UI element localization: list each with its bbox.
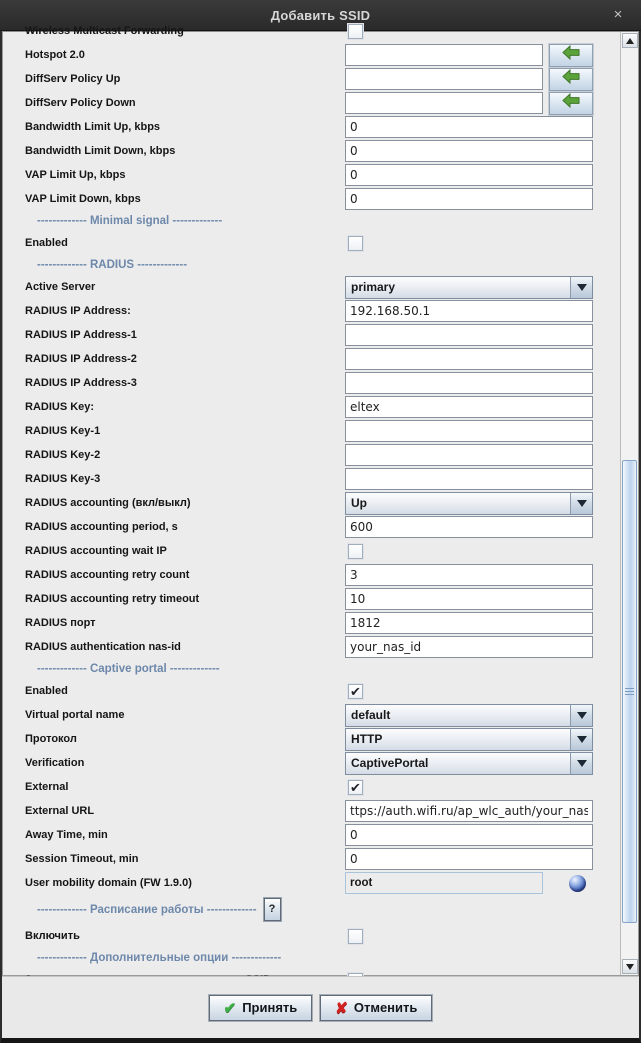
scroll-up-button[interactable]	[622, 33, 638, 48]
section-header-label: ------------- Расписание работы -------------	[37, 903, 257, 916]
field-label: RADIUS Key-2	[25, 449, 101, 461]
down-triangle-icon	[626, 964, 634, 970]
field-label: RADIUS IP Address-3	[25, 377, 137, 389]
text-field-radius-ip-address-1[interactable]	[345, 324, 593, 346]
chevron-down-icon	[577, 736, 587, 743]
form-row-radius-accounting-retry-count	[3, 563, 619, 587]
field-label: RADIUS IP Address-2	[25, 353, 137, 365]
text-field-radius-порт[interactable]	[345, 612, 593, 634]
field-label: RADIUS accounting retry count	[25, 569, 190, 581]
form-row-radius-порт	[3, 611, 619, 635]
dropdown-arrow-button[interactable]	[570, 705, 592, 726]
form-row-radius-ip-address-2	[3, 347, 619, 371]
section-header-расписание-работы	[3, 895, 619, 924]
apply-arrow-button[interactable]	[549, 68, 593, 91]
text-field-diffserv-policy-down[interactable]	[345, 92, 543, 114]
form-row-radius-ip-address-1	[3, 323, 619, 347]
text-field-away-time-min[interactable]	[345, 824, 593, 846]
field-label: Bandwidth Limit Down, kbps	[25, 145, 176, 157]
section-header-label: ------------- RADIUS -------------	[37, 259, 188, 271]
dropdown-active-server[interactable]	[345, 276, 593, 299]
field-label: Hotspot 2.0	[25, 49, 85, 61]
text-field-radius-key-2[interactable]	[345, 444, 593, 466]
form-row-away-time-min	[3, 823, 619, 847]
field-label: Virtual portal name	[25, 709, 125, 721]
field-label: User mobility domain (FW 1.9.0)	[25, 877, 192, 889]
dropdown-arrow-button[interactable]	[570, 493, 592, 514]
form-row-radius-key-1	[3, 419, 619, 443]
green-left-arrow-icon	[562, 93, 580, 113]
field-label: External	[25, 781, 69, 793]
cancel-button-label: Отменить	[353, 1000, 418, 1015]
checkbox-unchecked[interactable]	[348, 929, 363, 944]
text-field-vap-limit-down-kbps[interactable]	[345, 188, 593, 210]
form-scroll-viewport	[2, 25, 639, 976]
field-label: RADIUS accounting period, s	[25, 521, 178, 533]
section-header-radius	[3, 255, 619, 275]
field-label: VAP Limit Down, kbps	[25, 193, 141, 205]
field-label: Enabled	[25, 237, 68, 249]
field-label: DiffServ Policy Up	[25, 73, 121, 85]
text-field-radius-ip-address[interactable]	[345, 300, 593, 322]
green-check-icon: ✔	[223, 999, 237, 1017]
dialog-title: Добавить SSID	[270, 7, 371, 23]
text-field-vap-limit-up-kbps[interactable]	[345, 164, 593, 186]
field-label: RADIUS порт	[25, 617, 96, 629]
cancel-button[interactable]	[320, 995, 432, 1021]
text-field-radius-accounting-period-s[interactable]	[345, 516, 593, 538]
form-row-user-mobility-domain-fw-1-9-0	[3, 871, 619, 895]
field-label: RADIUS Key-3	[25, 473, 101, 485]
text-field-hotspot-2-0[interactable]	[345, 44, 543, 66]
section-header-captive-portal	[3, 659, 619, 679]
text-field-radius-accounting-retry-timeout[interactable]	[345, 588, 593, 610]
text-field-radius-key-1[interactable]	[345, 420, 593, 442]
form-row-external	[3, 775, 619, 799]
form-row-включить	[3, 924, 619, 948]
section-header-label: ------------- Minimal signal -------------	[37, 215, 223, 227]
scroll-down-button[interactable]	[622, 959, 638, 974]
text-field-bandwidth-limit-up-kbps[interactable]	[345, 116, 593, 138]
form-row-radius-key-3	[3, 467, 619, 491]
form-row-radius-accounting-retry-timeout	[3, 587, 619, 611]
text-field-radius-key[interactable]	[345, 396, 593, 418]
help-button[interactable]: ?	[264, 898, 281, 921]
dropdown-arrow-button[interactable]	[570, 753, 592, 774]
form-row-session-timeout-min	[3, 847, 619, 871]
form-row-radius-ip-address-3	[3, 371, 619, 395]
field-label: RADIUS IP Address:	[25, 305, 131, 317]
form-row-radius-key-2	[3, 443, 619, 467]
field-label: RADIUS Key:	[25, 401, 95, 413]
checkbox-checked[interactable]: ✔	[348, 684, 363, 699]
field-label: RADIUS accounting wait IP	[25, 545, 167, 557]
red-cross-icon: ✘	[335, 999, 348, 1017]
globe-icon[interactable]	[569, 875, 586, 892]
section-header-label: ------------- Captive portal -------------	[37, 663, 220, 675]
chevron-down-icon	[577, 500, 587, 507]
field-label: RADIUS accounting (вкл/выкл)	[25, 497, 191, 509]
checkbox-unchecked[interactable]	[348, 236, 363, 251]
form-row-bandwidth-limit-down-kbps	[3, 139, 619, 163]
checkbox-unchecked[interactable]	[348, 24, 363, 39]
text-field-session-timeout-min[interactable]	[345, 848, 593, 870]
field-label: Away Time, min	[25, 829, 108, 841]
section-header-minimal-signal	[3, 211, 619, 231]
scrollbar-thumb[interactable]	[622, 460, 637, 923]
form-row-radius-authentication-nas-id	[3, 635, 619, 659]
section-header-дополнительные-опции	[3, 948, 619, 968]
accept-button[interactable]	[209, 995, 313, 1021]
field-label: Bandwidth Limit Up, kbps	[25, 121, 161, 133]
field-label: RADIUS IP Address-1	[25, 329, 137, 341]
form-row-bandwidth-limit-up-kbps	[3, 115, 619, 139]
dropdown-selected-value: CaptivePortal	[351, 755, 429, 770]
text-field-radius-ip-address-3[interactable]	[345, 372, 593, 394]
form-row-hotspot-2-0	[3, 43, 619, 67]
field-label: Session Timeout, min	[25, 853, 139, 865]
text-field-radius-accounting-retry-count[interactable]	[345, 564, 593, 586]
dropdown-virtual-portal-name[interactable]	[345, 704, 593, 727]
text-field-external-url[interactable]	[345, 800, 593, 822]
form-row-протокол	[3, 727, 619, 751]
chevron-down-icon	[577, 760, 587, 767]
accept-button-label: Принять	[242, 1000, 298, 1015]
ssid-form	[3, 25, 619, 975]
up-triangle-icon	[626, 38, 634, 44]
field-label: RADIUS Key-1	[25, 425, 101, 437]
form-row-enabled	[3, 231, 619, 255]
field-label: RADIUS accounting retry timeout	[25, 593, 200, 605]
checkbox-checked[interactable]: ✔	[348, 780, 363, 795]
field-label: DiffServ Policy Down	[25, 97, 136, 109]
section-header-label: ------------- Дополнительные опции -------------	[37, 952, 282, 964]
field-label: RADIUS authentication nas-id	[25, 641, 181, 653]
dropdown-протокол[interactable]	[345, 728, 593, 751]
dropdown-selected-value: default	[351, 707, 391, 722]
dialog-button-bar	[2, 976, 639, 1038]
dropdown-verification[interactable]	[345, 752, 593, 775]
vertical-scrollbar[interactable]	[620, 32, 638, 975]
form-row-radius-ip-address	[3, 299, 619, 323]
green-left-arrow-icon	[562, 45, 580, 65]
form-row-external-url	[3, 799, 619, 823]
text-field-radius-ip-address-2[interactable]	[345, 348, 593, 370]
text-field-radius-authentication-nas-id[interactable]	[345, 636, 593, 658]
chevron-down-icon	[577, 712, 587, 719]
form-row-radius-accounting-period-s	[3, 515, 619, 539]
text-field-user-mobility-domain-fw-1-9-0[interactable]	[345, 872, 543, 894]
form-row-radius-accounting-вкл-выкл	[3, 491, 619, 515]
dropdown-radius-accounting-вкл-выкл[interactable]	[345, 492, 593, 515]
form-row-radius-key	[3, 395, 619, 419]
dropdown-selected-value: primary	[351, 279, 396, 294]
text-field-bandwidth-limit-down-kbps[interactable]	[345, 140, 593, 162]
form-row-verification	[3, 751, 619, 775]
checkbox-unchecked[interactable]	[348, 544, 363, 559]
field-label: Включить	[25, 930, 80, 942]
field-label: Active Server	[25, 281, 96, 293]
text-field-radius-key-3[interactable]	[345, 468, 593, 490]
dropdown-arrow-button[interactable]	[570, 729, 592, 750]
field-label: Протокол	[25, 733, 77, 745]
form-row-virtual-portal-name	[3, 703, 619, 727]
apply-arrow-button[interactable]	[549, 44, 593, 67]
form-row-diffserv-policy-down	[3, 91, 619, 115]
scrollbar-grip-icon	[625, 688, 634, 697]
form-row-diffserv-policy-up	[3, 67, 619, 91]
dropdown-arrow-button[interactable]	[570, 277, 592, 298]
close-icon[interactable]: ×	[613, 6, 623, 23]
form-row-enabled	[3, 679, 619, 703]
field-label: Enabled	[25, 685, 68, 697]
form-row-active-server	[3, 275, 619, 299]
text-field-diffserv-policy-up[interactable]	[345, 68, 543, 90]
dropdown-selected-value: Up	[351, 495, 367, 510]
chevron-down-icon	[577, 284, 587, 291]
field-label: Wireless Multicast Forwarding	[25, 25, 184, 37]
field-label: VAP Limit Up, kbps	[25, 169, 126, 181]
form-row-vap-limit-up-kbps	[3, 163, 619, 187]
form-row-radius-accounting-wait-ip	[3, 539, 619, 563]
field-label: Verification	[25, 757, 85, 769]
apply-arrow-button[interactable]	[549, 92, 593, 115]
green-left-arrow-icon	[562, 69, 580, 89]
form-row-vap-limit-down-kbps	[3, 187, 619, 211]
form-row-wireless-multicast-forwarding	[3, 19, 619, 43]
dropdown-selected-value: HTTP	[351, 731, 383, 746]
field-label: External URL	[25, 805, 95, 817]
